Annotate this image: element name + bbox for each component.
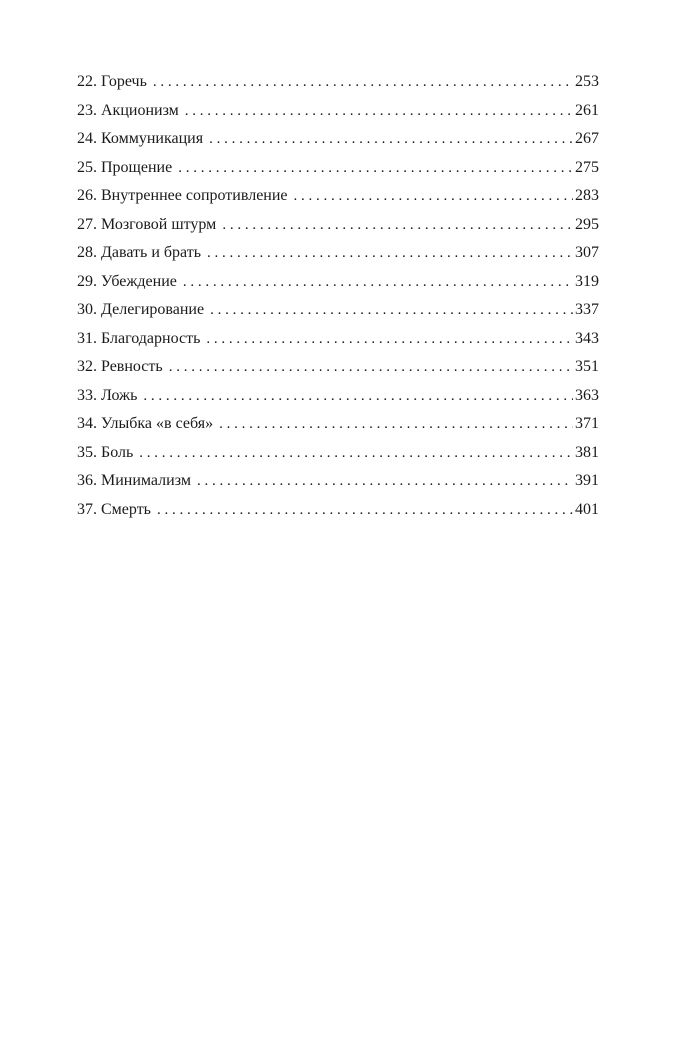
toc-entry-page: 319 <box>575 272 599 290</box>
toc-entry-page: 337 <box>575 301 599 318</box>
toc-entry-title: 32. Ревность <box>77 358 163 375</box>
toc-entry-page: 261 <box>575 101 599 119</box>
toc-dot-leader <box>185 103 573 120</box>
table-of-contents <box>77 73 599 529</box>
toc-entry-title: 37. Смерть <box>77 500 151 518</box>
toc-entry-title: 33. Ложь <box>77 386 138 404</box>
toc-entry-title: 25. Прощение <box>77 158 173 176</box>
toc-dot-leader <box>219 416 573 433</box>
toc-entry <box>77 102 599 131</box>
toc-entry-page: 401 <box>575 500 599 518</box>
toc-entry-title: 24. Коммуникация <box>77 130 204 147</box>
toc-entry-page: 371 <box>575 415 599 432</box>
toc-dot-leader <box>178 160 573 177</box>
toc-entry-page: 283 <box>575 187 599 204</box>
toc-dot-leader <box>210 302 573 319</box>
toc-entry <box>77 187 599 216</box>
toc-entry-page: 307 <box>575 244 599 261</box>
toc-entry-page: 351 <box>575 358 599 375</box>
toc-dot-leader <box>143 388 573 405</box>
toc-entry <box>77 244 599 273</box>
toc-entry-title: 30. Делегирование <box>77 301 205 318</box>
toc-entry-title: 35. Боль <box>77 443 134 461</box>
toc-entry <box>77 387 599 416</box>
toc-entry-page: 295 <box>575 215 599 233</box>
toc-entry <box>77 358 599 387</box>
toc-entry-page: 343 <box>575 329 599 347</box>
toc-entry-title: 22. Горечь <box>77 73 147 90</box>
toc-dot-leader <box>294 188 573 205</box>
toc-entry <box>77 501 599 530</box>
toc-entry <box>77 273 599 302</box>
toc-entry-title: 29. Убеждение <box>77 272 177 290</box>
toc-dot-leader <box>139 445 573 462</box>
toc-entry-title: 27. Мозговой штурм <box>77 215 217 233</box>
toc-dot-leader <box>207 245 573 262</box>
toc-entry <box>77 130 599 159</box>
toc-entry-page: 381 <box>575 443 599 461</box>
toc-dot-leader <box>157 502 573 519</box>
toc-entry-page: 363 <box>575 386 599 404</box>
toc-dot-leader <box>183 274 573 291</box>
toc-entry-title: 36. Минимализм <box>77 472 191 489</box>
toc-dot-leader <box>222 217 573 234</box>
toc-entry <box>77 330 599 359</box>
toc-entry-title: 28. Давать и брать <box>77 244 202 261</box>
toc-entry <box>77 159 599 188</box>
toc-entry <box>77 216 599 245</box>
toc-dot-leader <box>206 331 573 348</box>
toc-dot-leader <box>209 131 573 148</box>
toc-entry <box>77 444 599 473</box>
toc-entry <box>77 301 599 330</box>
toc-entry <box>77 415 599 444</box>
toc-entry-page: 391 <box>575 472 599 489</box>
toc-entry <box>77 73 599 102</box>
toc-entry-title: 31. Благодарность <box>77 329 201 347</box>
toc-entry-page: 253 <box>575 73 599 90</box>
toc-dot-leader <box>153 74 573 91</box>
toc-entry-page: 267 <box>575 130 599 147</box>
toc-entry-title: 26. Внутреннее сопротивление <box>77 187 288 204</box>
toc-dot-leader <box>197 473 573 490</box>
toc-dot-leader <box>169 359 573 376</box>
toc-entry-page: 275 <box>575 158 599 176</box>
toc-entry-title: 23. Акционизм <box>77 101 179 119</box>
toc-entry <box>77 472 599 501</box>
toc-entry-title: 34. Улыбка «в себя» <box>77 415 214 432</box>
